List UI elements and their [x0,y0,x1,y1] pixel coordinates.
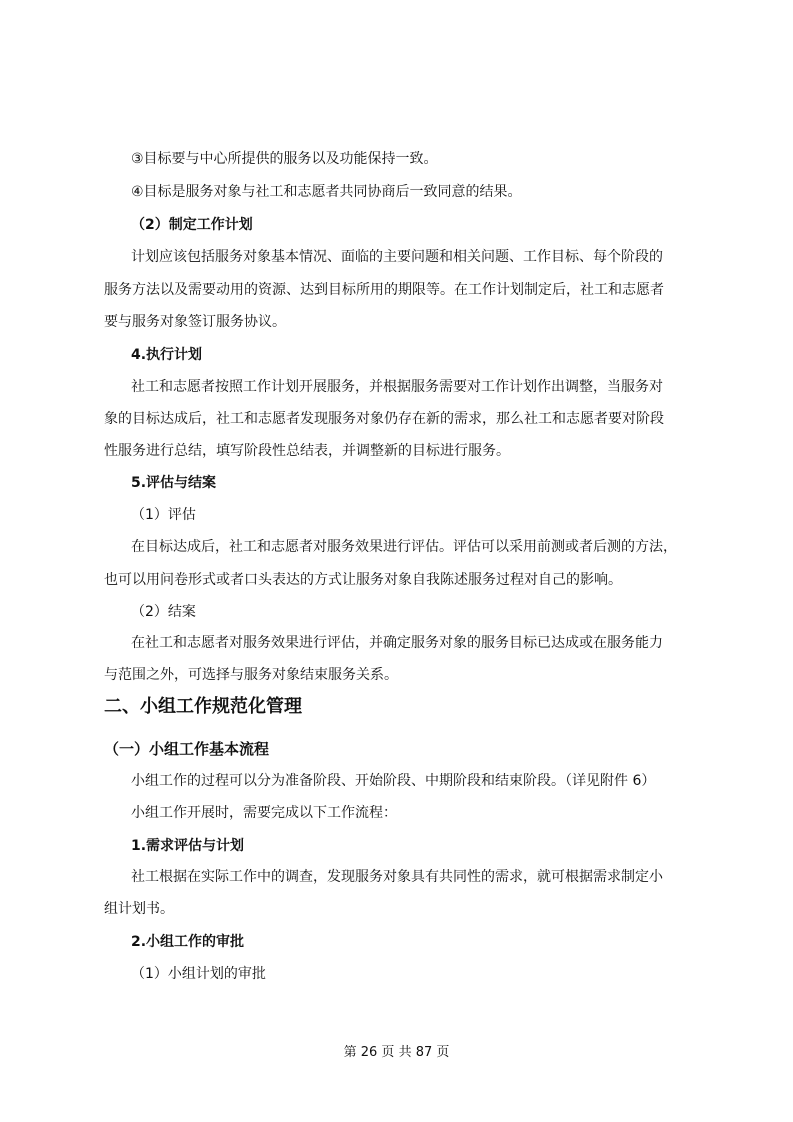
step-heading: 4.执行计划 [131,347,203,363]
paragraph-line: ③目标要与中心所提供的服务以及功能保持一致。 [131,151,438,167]
paragraph-line: 组计划书。 [104,901,174,917]
subsection-heading: （2）制定工作计划 [131,217,253,233]
paragraph-line: 小组工作开展时，需要完成以下工作流程： [131,805,397,821]
step-heading: 1.需求评估与计划 [131,838,245,854]
paragraph-line: ④目标是服务对象与社工和志愿者共同协商后一致同意的结果。 [131,184,522,200]
paragraph-line: 象的目标达成后，社工和志愿者发现服务对象仍存在新的需求，那么社工和志愿者要对阶段 [104,411,664,427]
paragraph-line: 与范围之外，可选择与服务对象结束服务关系。 [104,667,398,683]
paragraph-line: 小组工作的过程可以分为准备阶段、开始阶段、中期阶段和结束阶段。（详见附件 6） [131,773,656,789]
subsection-heading: （一）小组工作基本流程 [104,740,270,758]
subsection-heading: （1）评估 [131,507,196,523]
page-footer: 第 26 页 共 87 页 [343,1045,450,1060]
paragraph-line: 也可以用问卷形式或者口头表达的方式让服务对象自我陈述服务过程对自己的影响。 [104,572,622,588]
paragraph-line: 要与服务对象签订服务协议。 [104,314,286,330]
paragraph-line: 社工和志愿者按照工作计划开展服务，并根据服务需要对工作计划作出调整，当服务对 [131,379,663,395]
paragraph-line: 服务方法以及需要动用的资源、达到目标所用的期限等。在工作计划制定后，社工和志愿者 [104,282,664,298]
paragraph-line: 社工根据在实际工作中的调查，发现服务对象具有共同性的需求，就可根据需求制定小 [131,869,663,885]
subsection-heading: （1）小组计划的审批 [131,966,266,982]
step-heading: 5.评估与结案 [131,475,217,491]
subsection-heading: （2）结案 [131,604,196,620]
paragraph-line: 计划应该包括服务对象基本情况、面临的主要问题和相关问题、工作目标、每个阶段的 [131,249,663,265]
section-heading: 二、小组工作规范化管理 [104,696,302,717]
step-heading: 2.小组工作的审批 [131,934,245,950]
paragraph-line: 在社工和志愿者对服务效果进行评估，并确定服务对象的服务目标已达成或在服务能力 [131,635,663,651]
paragraph-line: 性服务进行总结，填写阶段性总结表，并调整新的目标进行服务。 [104,443,510,459]
paragraph-line: 在目标达成后，社工和志愿者对服务效果进行评估。评估可以采用前测或者后测的方法， [131,539,677,555]
